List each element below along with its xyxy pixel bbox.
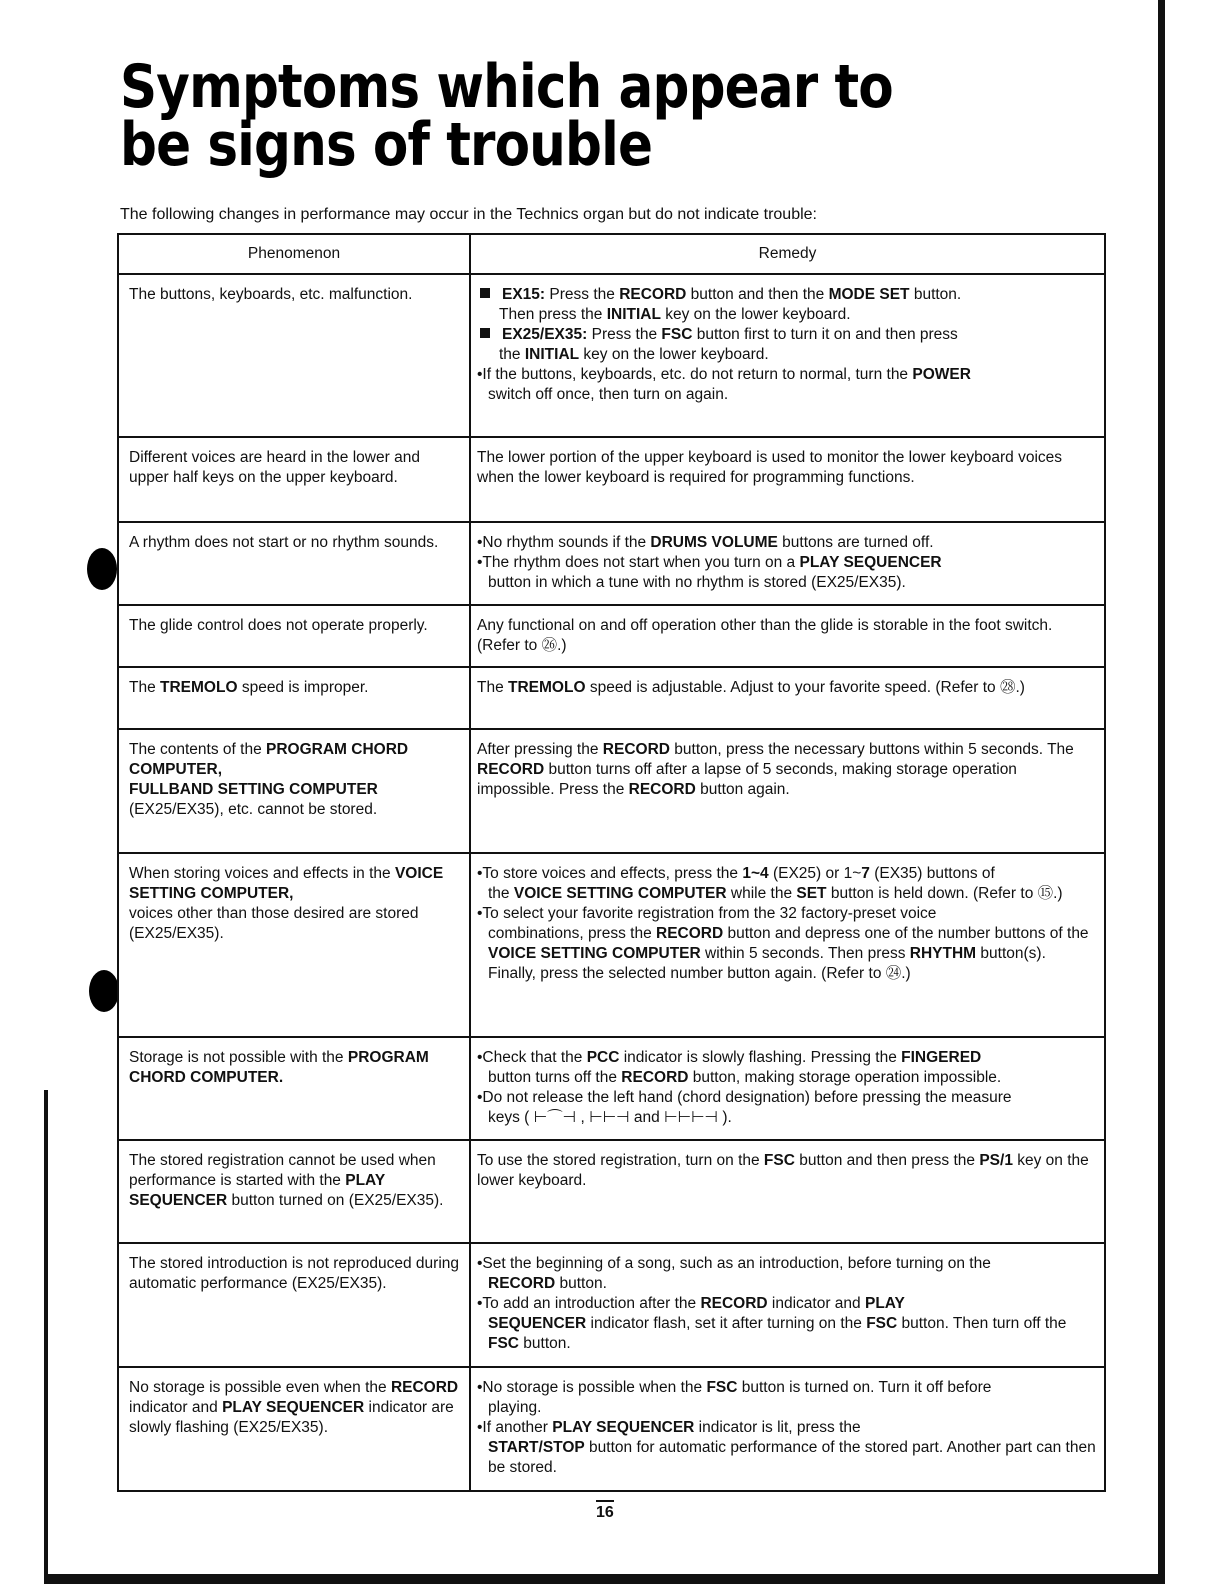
text-run: the [499,346,525,363]
text-run: key on the lower keyboard. [660,306,851,323]
table-row [118,1037,1105,1140]
remedy-line [477,1378,1096,1398]
phenomenon-cell [118,605,470,667]
remedy-cell [470,853,1105,1037]
text-run: •If another [477,1419,553,1436]
bold-text: FSC [706,1379,738,1396]
remedy-line [477,924,1096,984]
text-run: button and then the [686,286,829,303]
text-run: The glide control does not operate properly. [129,617,428,634]
remedy-cell [470,522,1105,605]
bold-text: PROGRAM CHORD COMPUTER, [129,741,409,778]
phenomenon-cell [118,667,470,729]
bold-text: INITIAL [524,346,580,363]
text-run: button turned on (EX25/EX35). [227,1192,444,1209]
text-run: A rhythm does not start or no rhythm sounds. [129,534,439,551]
trouble-table [117,233,1106,1492]
text-run: •Set the beginning of a song, such as an introduction, before turning on the [477,1255,991,1272]
text-run: button turns off after a lapse of 5 seconds, making storage operation impossible. Press the [477,761,1017,798]
text-run: the [488,885,514,902]
bold-text: RECORD [628,781,696,798]
page-title: Symptoms which appear to be signs of trouble [120,52,893,180]
text-run: (EX25) or 1~ [768,865,862,882]
remedy-line [477,533,1096,553]
phenomenon-cell [118,274,470,437]
binder-hole-lower [89,970,119,1012]
bold-text: VOICE SETTING COMPUTER, [129,865,444,902]
bold-text: RECORD [621,1069,689,1086]
text-run: buttons are turned off. [777,534,934,551]
text-run: key on the lower keyboard. [579,346,769,363]
text-run: •Check that the [477,1049,587,1066]
bold-text: RECORD [390,1379,459,1396]
remedy-cell [470,605,1105,667]
text-run: button. [555,1275,607,1292]
text-run: When storing voices and effects in the [129,865,395,882]
bold-text: POWER [912,366,971,383]
remedy-line [477,1254,1096,1274]
table-body [118,274,1105,1491]
text-run: No storage is possible even when the [129,1379,391,1396]
text-run: button, making storage operation impossible. [688,1069,1002,1086]
text-run: The lower portion of the upper keyboard is used to monitor the lower keyboard voices when the lower keyboard is required for programming functions. [477,449,1063,486]
phenomenon-cell [118,1037,470,1140]
bold-text: DRUMS VOLUME [650,534,778,551]
text-run: while the [726,885,797,902]
text-run: button(s). Finally, press the selected number button again. (Refer to ㉔.) [488,945,1046,982]
text-run: key on the lower keyboard. [477,1152,1089,1189]
remedy-line [477,1088,1096,1108]
bold-text: RECORD [488,1275,556,1292]
phenomenon-cell [118,1140,470,1243]
bold-text: INITIAL [606,306,661,323]
bold-text: RECORD [700,1295,768,1312]
phenomenon-cell [118,1367,470,1491]
remedy-line [477,285,1096,305]
text-run: combinations, press the [488,925,657,942]
text-run: •To add an introduction after the [477,1295,701,1312]
text-run: button is held down. (Refer to ⑮.) [826,885,1063,902]
header-phenomenon: Phenomenon [118,234,470,274]
table-row [118,667,1105,729]
remedy-line [477,904,1096,924]
bold-text: SET [796,885,827,902]
text-run: button turns off the [488,1069,622,1086]
text-run: speed is improper. [237,679,369,696]
bold-text: VOICE SETTING COMPUTER [488,945,701,962]
bold-text: PLAY [864,1295,905,1312]
bold-text: TREMOLO [508,679,586,696]
text-run: •To select your favorite registration from the 32 factory-preset voice [477,905,937,922]
phenomenon-cell [118,522,470,605]
table-header-row [118,234,1105,274]
text-run: indicator flash, set it after turning on the [586,1315,867,1332]
bold-text: FULLBAND SETTING COMPUTER [129,781,378,798]
table-row [118,437,1105,522]
text-run: To use the stored registration, turn on the [477,1152,764,1169]
text-run: button. [909,286,962,303]
text-run: button. Then turn off the [897,1315,1067,1332]
bold-text: PLAY SEQUENCER [129,1172,385,1209]
text-run: •To store voices and effects, press the [477,865,743,882]
header-remedy: Remedy [470,234,1105,274]
remedy-line [477,1314,1096,1354]
text-run: •Do not release the left hand (chord designation) before pressing the measure [477,1089,1012,1106]
remedy-line [477,1068,1096,1088]
text-run: The buttons, keyboards, etc. malfunction. [129,286,413,303]
text-run: keys ( ⊢⌒⊣ , ⊢⊢⊣ and ⊢⊢⊢⊣ ). [488,1109,732,1126]
text-run: within 5 seconds. Then press [700,945,910,962]
page-frame-right [1158,0,1165,1584]
table-row [118,1140,1105,1243]
phenomenon-cell [118,437,470,522]
bold-text: SEQUENCER [488,1315,587,1332]
remedy-line [477,864,1096,884]
remedy-line [477,740,1096,800]
bold-text: PCC [586,1049,620,1066]
bold-text: FSC [661,326,693,343]
remedy-cell [470,667,1105,729]
text-run: Press the [587,326,662,343]
page-frame-bottom [48,1574,1165,1584]
remedy-line [477,365,1096,385]
remedy-line [477,345,1096,365]
text-run: indicator is lit, press the [694,1419,861,1436]
bold-text: FINGERED [901,1049,982,1066]
text-run: (EX25/EX35), etc. cannot be stored. [129,801,378,818]
remedy-cell [470,274,1105,437]
remedy-cell [470,1140,1105,1243]
text-run: After pressing the [477,741,603,758]
text-run: Any functional on and off operation other than the glide is storable in the foot switch. (Refer to ㉖.) [477,617,1053,654]
text-run: •The rhythm does not start when you turn on a [477,554,800,571]
text-run: button. [519,1335,571,1352]
text-run: indicator and [129,1399,223,1416]
text-run: button and then press the [794,1152,980,1169]
remedy-line [477,1418,1096,1438]
table-row [118,1367,1105,1491]
remedy-line [477,616,1096,656]
text-run: indicator are slowly flashing (EX25/EX35). [129,1399,454,1436]
bold-text: RHYTHM [909,945,977,962]
bold-text: RECORD [656,925,724,942]
text-run: button in which a tune with no rhythm is stored (EX25/EX35). [488,574,906,591]
bold-text: FSC [488,1335,519,1352]
bold-text: 1~4 [742,865,769,882]
text-run: The stored introduction is not reproduced during automatic performance (EX25/EX35). [129,1255,460,1292]
text-run: button first to turn it on and then press [692,326,958,343]
bold-text: RECORD [619,286,687,303]
text-run: button, press the necessary buttons within 5 seconds. The [669,741,1074,758]
bold-text: PS/1 [979,1152,1013,1169]
table-row [118,1243,1105,1367]
bold-text: FSC [866,1315,898,1332]
bold-text: START/STOP [488,1439,585,1456]
table-row [118,605,1105,667]
bold-text: PLAY SEQUENCER [552,1419,695,1436]
bold-text: RECORD [602,741,670,758]
text-run: indicator and [767,1295,865,1312]
remedy-cell [470,729,1105,853]
remedy-line [477,1398,1096,1418]
text-run: button and depress one of the number buttons of the [723,925,1089,942]
text-run: button again. [695,781,790,798]
phenomenon-cell [118,853,470,1037]
remedy-line [477,1151,1096,1191]
remedy-line [477,1438,1096,1478]
text-run: playing. [488,1399,542,1416]
bold-text: EX25/EX35: [502,326,588,343]
text-run: button is turned on. Turn it off before [737,1379,992,1396]
table-row [118,729,1105,853]
text-run: Press the [545,286,620,303]
text-run: (EX35) buttons of [869,865,995,882]
text-run: •No storage is possible when the [477,1379,707,1396]
binder-hole-upper [87,548,117,590]
text-run: The [129,679,161,696]
intro-text: The following changes in performance may occur in the Technics organ but do not indicate trouble: [120,206,817,223]
bold-text: VOICE SETTING COMPUTER [513,885,727,902]
text-run: Different voices are heard in the lower and upper half keys on the upper keyboard. [129,449,420,486]
text-run: Storage is not possible with the [129,1049,348,1066]
bold-text: 7 [861,865,870,882]
text-run: •No rhythm sounds if the [477,534,651,551]
remedy-line [477,1274,1096,1294]
text-run: Then press the [499,306,607,323]
page-frame-left [44,1090,48,1584]
remedy-cell [470,1037,1105,1140]
phenomenon-cell [118,729,470,853]
remedy-cell [470,1243,1105,1367]
remedy-line [477,573,1096,593]
bold-text: PROGRAM CHORD COMPUTER. [129,1049,429,1086]
remedy-line [477,1108,1096,1128]
remedy-cell [470,1367,1105,1491]
phenomenon-cell [118,1243,470,1367]
remedy-line [477,884,1096,904]
text-run: voices other than those desired are stored (EX25/EX35). [129,905,419,942]
remedy-line [477,678,1096,698]
text-run: The [477,679,509,696]
remedy-line [477,448,1096,488]
text-run: •If the buttons, keyboards, etc. do not return to normal, turn the [477,366,913,383]
bold-text: FSC [763,1152,795,1169]
text-run: button for automatic performance of the stored part. Another part can then be stored. [488,1439,1096,1476]
remedy-line [477,553,1096,573]
remedy-line [477,1294,1096,1314]
bold-text: RECORD [477,761,545,778]
bold-text: MODE SET [828,286,910,303]
text-run: switch off once, then turn on again. [488,386,729,403]
text-run: speed is adjustable. Adjust to your favorite speed. (Refer to ㉘.) [585,679,1025,696]
remedy-line [477,305,1096,325]
table-row [118,274,1105,437]
table-row [118,853,1105,1037]
bold-text: PLAY SEQUENCER [222,1399,365,1416]
page-number: 16 [596,1500,614,1522]
square-bullet-icon [480,288,490,298]
bold-text: TREMOLO [160,679,238,696]
remedy-line [477,1048,1096,1068]
remedy-cell [470,437,1105,522]
text-run: indicator is slowly flashing. Pressing the [619,1049,902,1066]
text-run: The contents of the [129,741,267,758]
table-row [118,522,1105,605]
remedy-line [477,325,1096,345]
square-bullet-icon [480,328,490,338]
remedy-line [477,385,1096,405]
text-run: The stored registration cannot be used when performance is started with the [129,1152,436,1189]
bold-text: PLAY SEQUENCER [799,554,942,571]
bold-text: EX15: [502,286,546,303]
